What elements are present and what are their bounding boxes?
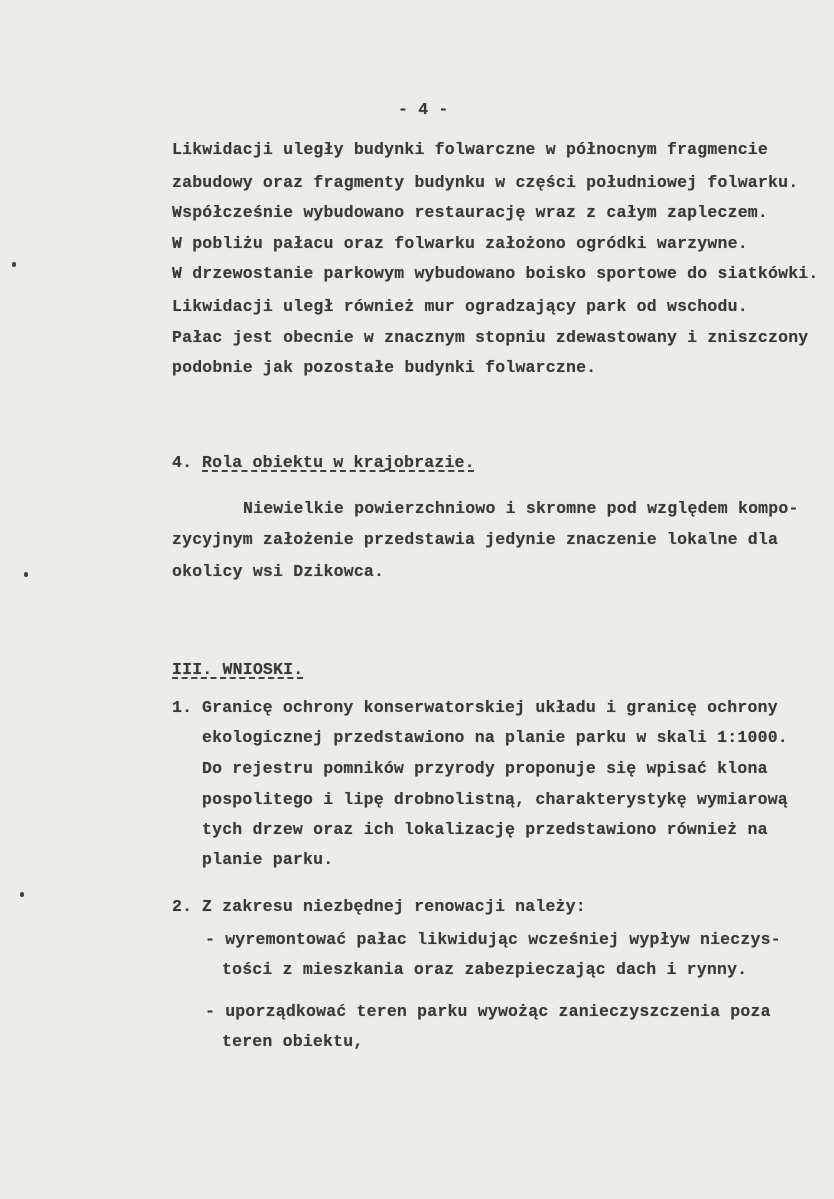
text-line: podobnie jak pozostałe budynki folwarczne. (172, 358, 597, 377)
text-line: Pałac jest obecnie w znacznym stopniu zdewastowany i zniszczony (172, 328, 809, 347)
text-line: Likwidacji uległy budynki folwarczne w północnym fragmencie (172, 140, 768, 159)
text-line: Granicę ochrony konserwatorskiej układu i granicę ochrony (202, 698, 778, 717)
text-line: zycyjnym założenie przedstawia jedynie znaczenie lokalne dla (172, 530, 779, 549)
text-line: W drzewostanie parkowym wybudowano boisko sportowe do siatkówki. (172, 264, 819, 283)
bullet-line: - uporządkować teren parku wywożąc zanieczyszczenia poza (205, 1002, 771, 1021)
text-line: pospolitego i lipę drobnolistną, charakterystykę wymiarową (202, 790, 788, 809)
punch-mark (24, 572, 28, 577)
bullet-line: tości z mieszkania oraz zabezpieczając dach i rynny. (222, 960, 748, 979)
list-number: 1. (172, 698, 193, 717)
text-line: tych drzew oraz ich lokalizację przedstawiono również na (202, 820, 768, 839)
text-line: ekologicznej przedstawiono na planie parku w skali 1:1000. (202, 728, 788, 747)
bullet-line: teren obiektu, (222, 1032, 364, 1051)
punch-mark (20, 892, 24, 897)
text-line: Współcześnie wybudowano restaurację wraz z całym zapleczem. (172, 203, 768, 222)
text-line: Z zakresu niezbędnej renowacji należy: (202, 897, 586, 916)
text-line: planie parku. (202, 850, 334, 869)
text-line: Do rejestru pomników przyrody proponuje się wpisać klona (202, 759, 768, 778)
text-line: Likwidacji uległ również mur ogradzający park od wschodu. (172, 297, 748, 316)
section-number: 4. (172, 453, 193, 472)
text-line: zabudowy oraz fragmenty budynku w części południowej folwarku. (172, 173, 799, 192)
list-number: 2. (172, 897, 193, 916)
bullet-line: - wyremontować pałac likwidując wcześniej wypływ nieczys- (205, 930, 781, 949)
punch-mark (12, 262, 16, 267)
text-line: Niewielkie powierzchniowo i skromne pod względem kompo- (243, 499, 799, 518)
section-heading: III. WNIOSKI. (172, 660, 304, 679)
page-number: - 4 - (398, 100, 449, 119)
section-heading: Rola obiektu w krajobrazie. (202, 453, 475, 472)
text-line: W pobliżu pałacu oraz folwarku założono ogródki warzywne. (172, 234, 748, 253)
text-line: okolicy wsi Dzikowca. (172, 562, 385, 581)
